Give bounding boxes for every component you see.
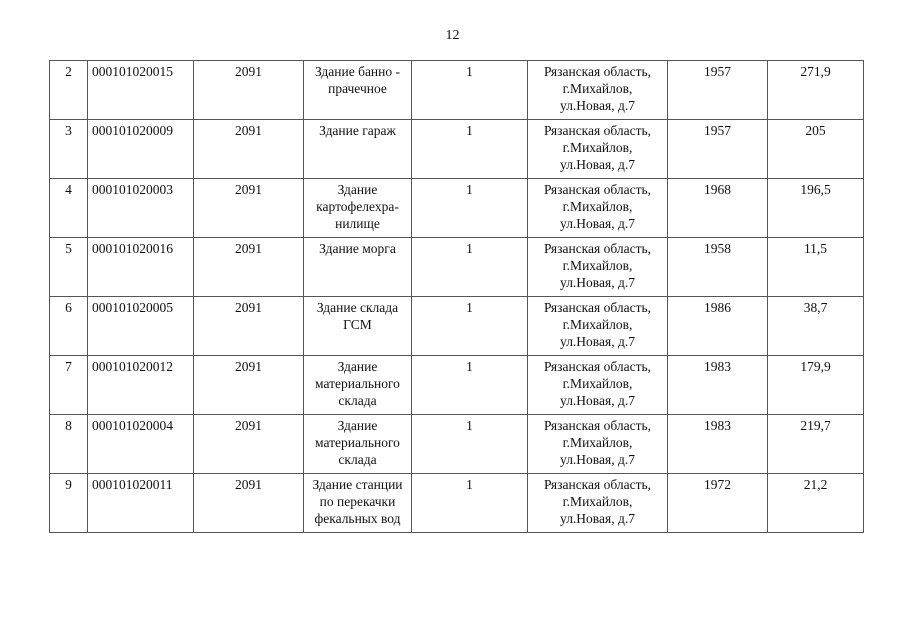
object-name-cell — [304, 415, 412, 474]
code-cell: 2091 — [194, 179, 304, 238]
address-cell — [528, 238, 668, 297]
inventory-number-cell: 000101020011 — [88, 474, 194, 533]
row-number-cell: 5 — [50, 238, 88, 297]
object-name-cell-line: материального — [315, 376, 400, 391]
code-cell: 2091 — [194, 61, 304, 120]
area-cell: 11,5 — [768, 238, 864, 297]
address-cell — [528, 297, 668, 356]
table-body — [50, 61, 864, 533]
object-name-cell-line: картофелехра- — [316, 199, 399, 214]
address-cell — [528, 120, 668, 179]
address-cell-line: Рязанская область, — [543, 300, 652, 315]
area-cell: 38,7 — [768, 297, 864, 356]
object-name-cell — [304, 120, 412, 179]
address-cell-line: Рязанская область, — [543, 182, 652, 197]
inventory-number-cell: 000101020009 — [88, 120, 194, 179]
address-cell-line: г.Михайлов, — [562, 494, 633, 509]
address-cell-line: Рязанская область, — [543, 64, 652, 79]
area-cell: 179,9 — [768, 356, 864, 415]
object-name-cell-line: Здание склада — [316, 300, 399, 315]
address-cell — [528, 415, 668, 474]
row-number-cell: 9 — [50, 474, 88, 533]
quantity-cell: 1 — [412, 356, 528, 415]
inventory-number-cell: 000101020016 — [88, 238, 194, 297]
address-cell-line: ул.Новая, д.7 — [560, 98, 635, 113]
object-name-cell-line: Здание банно - — [314, 64, 401, 79]
code-cell: 2091 — [194, 356, 304, 415]
address-cell-line: ул.Новая, д.7 — [560, 157, 635, 172]
area-cell: 196,5 — [768, 179, 864, 238]
address-cell-line: г.Михайлов, — [562, 81, 633, 96]
quantity-cell: 1 — [412, 415, 528, 474]
code-cell: 2091 — [194, 474, 304, 533]
table-row — [50, 238, 864, 297]
year-cell: 1957 — [668, 120, 768, 179]
inventory-number-cell: 000101020012 — [88, 356, 194, 415]
address-cell-line: Рязанская область, — [543, 359, 652, 374]
quantity-cell: 1 — [412, 297, 528, 356]
address-cell-line: ул.Новая, д.7 — [560, 511, 635, 526]
address-cell-line: Рязанская область, — [543, 477, 652, 492]
quantity-cell: 1 — [412, 120, 528, 179]
year-cell: 1983 — [668, 356, 768, 415]
address-cell — [528, 474, 668, 533]
object-name-cell-line: фекальных вод — [314, 511, 401, 526]
address-cell-line: ул.Новая, д.7 — [560, 275, 635, 290]
year-cell: 1983 — [668, 415, 768, 474]
area-cell: 271,9 — [768, 61, 864, 120]
page-number: 12 — [445, 28, 460, 43]
address-cell-line: г.Михайлов, — [562, 199, 633, 214]
row-number-cell: 6 — [50, 297, 88, 356]
inventory-number-cell: 000101020015 — [88, 61, 194, 120]
year-cell: 1958 — [668, 238, 768, 297]
object-name-cell — [304, 474, 412, 533]
object-name-cell — [304, 179, 412, 238]
address-cell — [528, 179, 668, 238]
table-row — [50, 179, 864, 238]
object-name-cell — [304, 297, 412, 356]
inventory-number-cell: 000101020003 — [88, 179, 194, 238]
object-name-cell-line: материального — [315, 435, 400, 450]
address-cell-line: г.Михайлов, — [562, 376, 633, 391]
address-cell-line: ул.Новая, д.7 — [560, 393, 635, 408]
year-cell: 1972 — [668, 474, 768, 533]
address-cell-line: Рязанская область, — [543, 123, 652, 138]
object-name-cell — [304, 356, 412, 415]
object-name-cell — [304, 61, 412, 120]
property-registry-table — [49, 60, 864, 533]
quantity-cell: 1 — [412, 179, 528, 238]
object-name-cell-line: Здание морга — [319, 241, 396, 256]
address-cell — [528, 356, 668, 415]
address-cell — [528, 61, 668, 120]
code-cell: 2091 — [194, 238, 304, 297]
code-cell: 2091 — [194, 415, 304, 474]
table-row — [50, 356, 864, 415]
object-name-cell-line: прачечное — [328, 81, 387, 96]
row-number-cell: 7 — [50, 356, 88, 415]
row-number-cell: 2 — [50, 61, 88, 120]
row-number-cell: 4 — [50, 179, 88, 238]
object-name-cell-line: Здание — [337, 359, 378, 374]
object-name-cell — [304, 238, 412, 297]
year-cell: 1986 — [668, 297, 768, 356]
address-cell-line: Рязанская область, — [543, 418, 652, 433]
object-name-cell-line: Здание — [337, 182, 378, 197]
address-cell-line: г.Михайлов, — [562, 317, 633, 332]
table-row — [50, 61, 864, 120]
object-name-cell-line: склада — [338, 393, 377, 408]
object-name-cell-line: нилище — [335, 216, 380, 231]
code-cell: 2091 — [194, 120, 304, 179]
year-cell: 1957 — [668, 61, 768, 120]
inventory-number-cell: 000101020005 — [88, 297, 194, 356]
address-cell-line: ул.Новая, д.7 — [560, 452, 635, 467]
table-row — [50, 474, 864, 533]
object-name-cell-line: Здание — [337, 418, 378, 433]
quantity-cell: 1 — [412, 238, 528, 297]
object-name-cell-line: склада — [338, 452, 377, 467]
object-name-cell-line: ГСМ — [343, 317, 372, 332]
year-cell: 1968 — [668, 179, 768, 238]
object-name-cell-line: Здание станции — [312, 477, 403, 492]
address-cell-line: г.Михайлов, — [562, 258, 633, 273]
table-row — [50, 297, 864, 356]
table-row — [50, 415, 864, 474]
address-cell-line: г.Михайлов, — [562, 140, 633, 155]
area-cell: 219,7 — [768, 415, 864, 474]
quantity-cell: 1 — [412, 61, 528, 120]
object-name-cell-line: Здание гараж — [319, 123, 396, 138]
inventory-number-cell: 000101020004 — [88, 415, 194, 474]
table-row — [50, 120, 864, 179]
object-name-cell-line: по перекачки — [319, 494, 396, 509]
address-cell-line: ул.Новая, д.7 — [560, 216, 635, 231]
area-cell: 21,2 — [768, 474, 864, 533]
row-number-cell: 8 — [50, 415, 88, 474]
code-cell: 2091 — [194, 297, 304, 356]
address-cell-line: ул.Новая, д.7 — [560, 334, 635, 349]
address-cell-line: Рязанская область, — [543, 241, 652, 256]
quantity-cell: 1 — [412, 474, 528, 533]
row-number-cell: 3 — [50, 120, 88, 179]
address-cell-line: г.Михайлов, — [562, 435, 633, 450]
area-cell: 205 — [768, 120, 864, 179]
